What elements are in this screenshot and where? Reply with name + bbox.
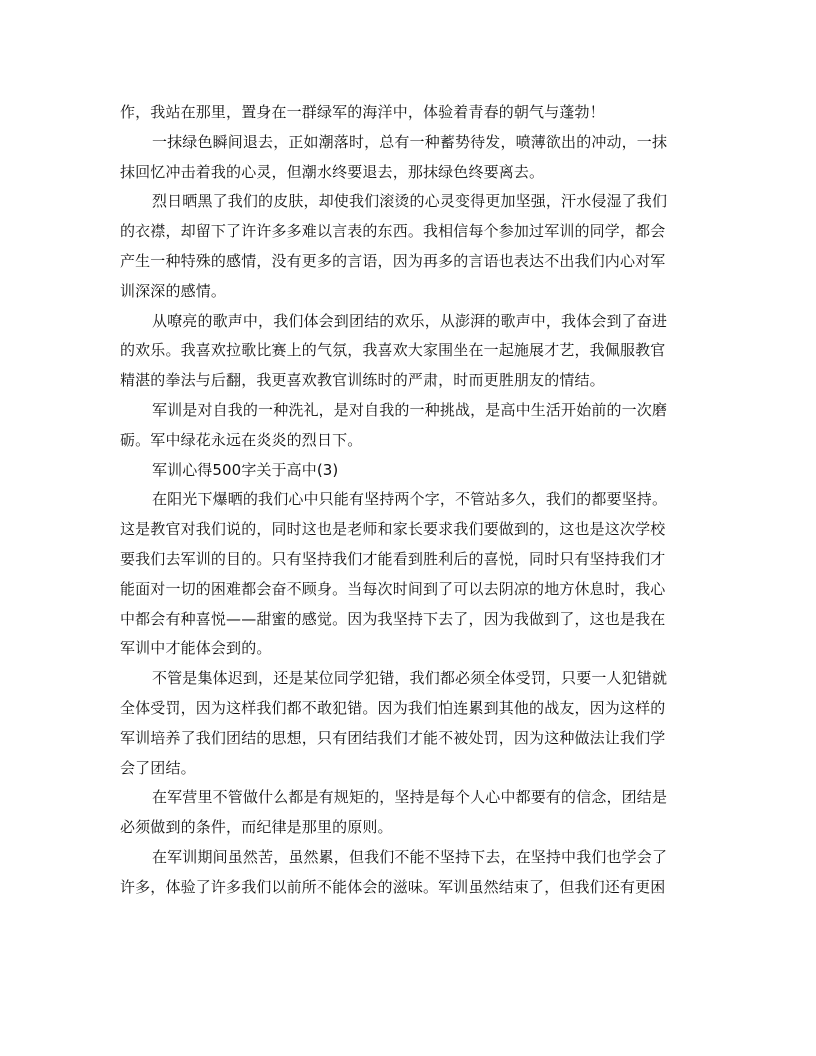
text-line: 许多，体验了许多我们以前所不能体会的滋味。军训虽然结束了，但我们还有更困 [120,877,666,896]
section-heading: 军训心得500字关于高中(3) [152,460,339,479]
text-line: 的欢乐。我喜欢拉歌比赛上的气氛，我喜欢大家围坐在一起施展才艺，我佩服教官 [120,341,666,360]
text-line: 在阳光下爆晒的我们心中只能有坚持两个字，不管站多久，我们的都要坚持。 [152,490,668,509]
text-line: 军训中才能体会到的。 [120,639,272,658]
text-line: 烈日晒黑了我们的皮肤，却使我们滚烫的心灵变得更加坚强，汗水侵湿了我们 [152,192,668,211]
text-line: 这是教官对我们说的，同时这也是老师和家长要求我们要做到的，这也是这次学校 [120,520,666,539]
text-line: 军训是对自我的一种洗礼，是对自我的一种挑战，是高中生活开始前的一次磨 [152,400,668,419]
text-line: 的衣襟，却留下了许许多多难以言表的东西。我相信每个参加过军训的同学，都会 [120,222,666,241]
document-body [120,98,696,903]
text-line: 精湛的拳法与后翻，我更喜欢教官训练时的严肃，时而更胜朋友的情结。 [120,371,605,390]
text-line: 在军训期间虽然苦，虽然累，但我们不能不坚持下去，在坚持中我们也学会了 [152,847,668,866]
text-line: 必须做到的条件，而纪律是那里的原则。 [120,818,393,837]
text-line: 从嘹亮的歌声中，我们体会到团结的欢乐，从澎湃的歌声中，我体会到了奋进 [152,311,668,330]
text-line: 在军营里不管做什么都是有规矩的，坚持是每个人心中都要有的信念，团结是 [152,788,668,807]
text-line: 作，我站在那里，置身在一群绿军的海洋中，体验着青春的朝气与蓬勃！ [120,103,605,121]
text-line: 能面对一切的困难都会奋不顾身。当每次时间到了可以去阴凉的地方休息时，我心 [120,579,666,598]
text-line: 要我们去军训的目的。只有坚持我们才能看到胜利后的喜悦，同时只有坚持我们才 [120,549,666,568]
text-line: 不管是集体迟到，还是某位同学犯错，我们都必须全体受罚，只要一人犯错就 [152,669,668,688]
text-line: 产生一种特殊的感情，没有更多的言语，因为再多的言语也表达不出我们内心对军 [120,251,666,270]
text-line: 一抹绿色瞬间退去，正如潮落时，总有一种蓄势待发，喷薄欲出的冲动，一抹 [152,132,668,151]
text-line: 会了团结。 [120,758,196,777]
text-line: 中都会有种喜悦——甜蜜的感觉。因为我坚持下去了，因为我做到了，这也是我在 [120,609,666,628]
text-line: 军训培养了我们团结的思想，只有团结我们才能不被处罚，因为这种做法让我们学 [120,728,666,747]
text-line: 全体受罚，因为这样我们都不敢犯错。因为我们怕连累到其他的战友，因为这样的 [120,698,666,717]
text-line: 抹回忆冲击着我的心灵，但潮水终要退去，那抹绿色终要离去。 [120,162,545,181]
text-line: 训深深的感情。 [120,281,227,300]
text-line: 砺。军中绿花永远在炎炎的烈日下。 [120,430,363,449]
